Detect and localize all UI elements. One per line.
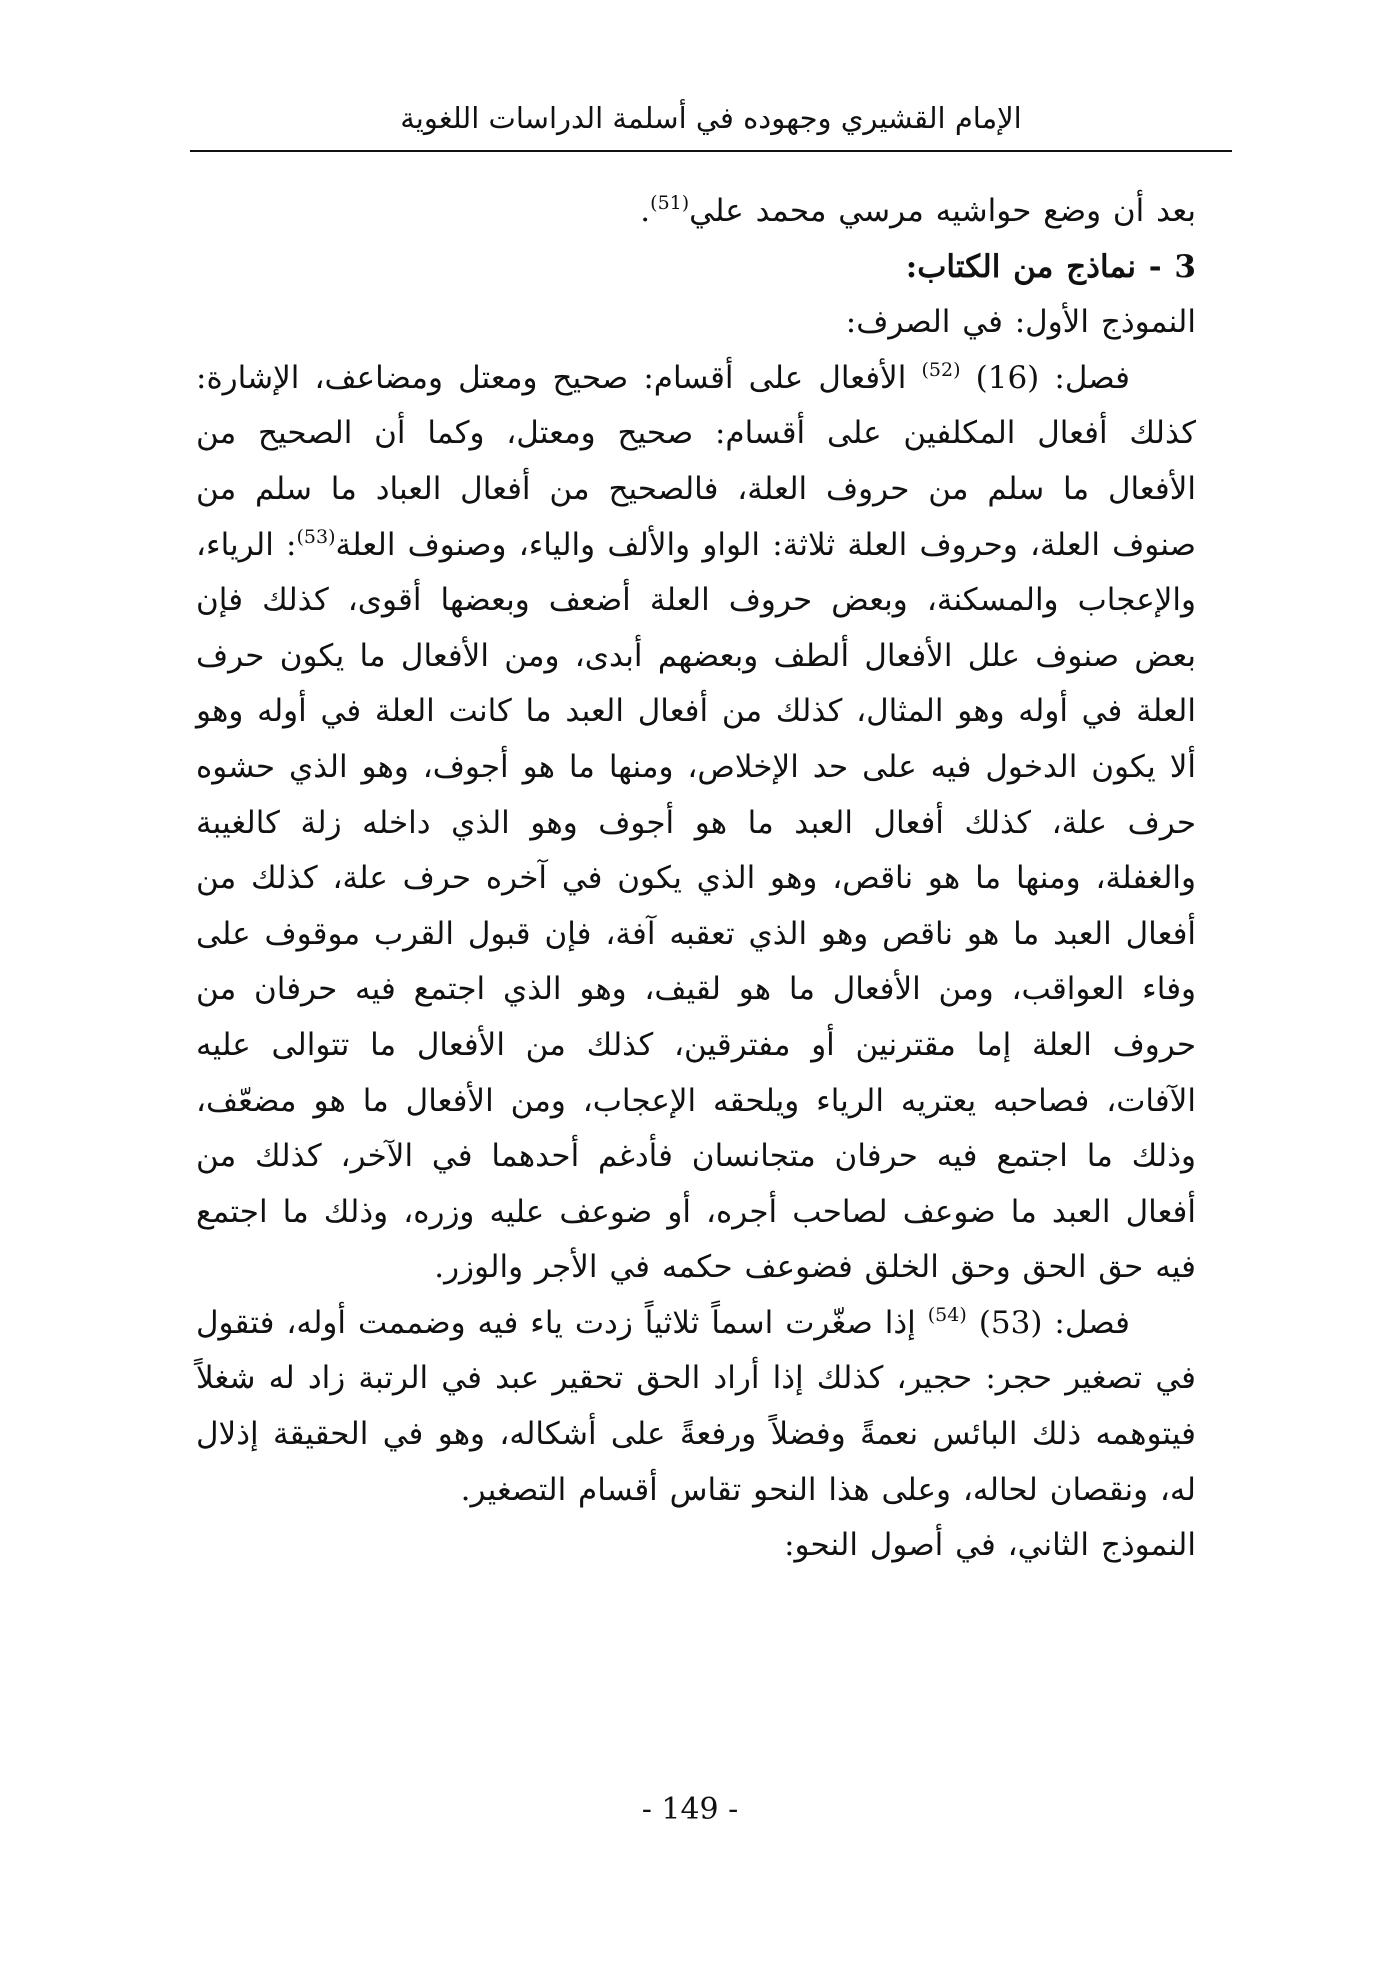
paragraph-verbs-lead: فصل: (16)	[975, 359, 1130, 396]
paragraph-diminutive-lead: فصل: (53)	[978, 1304, 1130, 1341]
running-header: الإمام القشيري وجهوده في أسلمة الدراسات اللغوية	[400, 101, 1022, 135]
page-number: - 149 -	[641, 1792, 739, 1827]
footnote-ref-51: (51)	[650, 192, 690, 214]
footnote-ref-52: (52)	[921, 358, 961, 381]
model-one-title: النموذج الأول: في الصرف:	[845, 304, 1196, 341]
model-two-title: النموذج الثاني، في أصول النحو:	[784, 1527, 1196, 1564]
footnote-ref-54: (54)	[927, 1303, 967, 1326]
paragraph-intro-end: .	[640, 193, 651, 229]
paragraph-diminutive	[196, 1296, 1196, 1518]
paragraph-verbs-text-a: الأفعال على أقسام: صحيح ومعتل ومضاعف، الإشارة: كذلك أفعال المكلفين على أقسام: صحيح ومعتل، وكما أن الصحيح من الأفعال ما سلم من حروف العلة، فالصحيح من أفعال العباد ما سلم من صنوف العلة، وحروف العلة ثلاثة: الواو والألف والياء، وصنوف العلة	[196, 359, 1196, 563]
footnote-ref-53: (53)	[296, 525, 336, 548]
header-divider	[190, 150, 1232, 152]
paragraph-diminutive-text: إذا صغّرت اسماً ثلاثياً زدت ياء فيه وضممت أوله، فتقول في تصغير حجر: حجير، كذلك إذا أراد الحق تحقير عبد في الرتبة زاد له شغلاً فيتوهمه ذلك البائس نعمةً وفضلاً ورفعةً على أشكاله، وهو في الحقيقة إذلال له، ونقصان لحاله، وعلى هذا النحو تقاس أقسام التصغير.	[196, 1304, 1196, 1508]
body-text	[196, 184, 1196, 1574]
section-heading: 3 - نماذج من الكتاب:	[905, 248, 1196, 285]
paragraph-intro	[196, 184, 1196, 240]
paragraph-verbs-text-b: : الرياء، والإعجاب والمسكنة، وبعض حروف العلة أضعف وبعضها أقوى، كذلك فإن بعض صنوف علل الأفعال ألطف وبعضهم أبدى، ومن الأفعال ما يكون حرف العلة في أوله وهو المثال، كذلك من أفعال العبد ما كانت العلة في أوله وهو ألا يكون الدخول فيه على حد الإخلاص، ومنها ما هو أجوف، وهو الذي حشوه حرف علة، كذلك أفعال العبد ما هو أجوف وهو الذي داخله زلة كالغيبة والغفلة، ومنها ما هو ناقص، وهو الذي يكون في آخره حرف علة، كذلك من أفعال العبد ما هو ناقص وهو الذي تعقبه آفة، فإن قبول القرب موقوف على وفاء العواقب، ومن الأفعال ما هو لقيف، وهو الذي اجتمع فيه حرفان من حروف العلة إما مقترنين أو مفترقين، كذلك من الأفعال ما تتوالى عليه الآفات، فصاحبه يعتريه الرياء ويلحقه الإعجاب، ومن الأفعال ما هو مضعّف، وذلك ما اجتمع فيه حرفان متجانسان فأدغم أحدهما في الآخر، كذلك من أفعال العبد ما ضوعف لصاحب أجره، أو ضوعف عليه وزره، وذلك ما اجتمع فيه حق الحق وحق الخلق فضوعف حكمه في الأجر والوزر.	[196, 526, 1196, 1286]
paragraph-intro-text: بعد أن وضع حواشيه مرسي محمد علي	[689, 193, 1196, 229]
paragraph-verbs	[196, 351, 1196, 1296]
